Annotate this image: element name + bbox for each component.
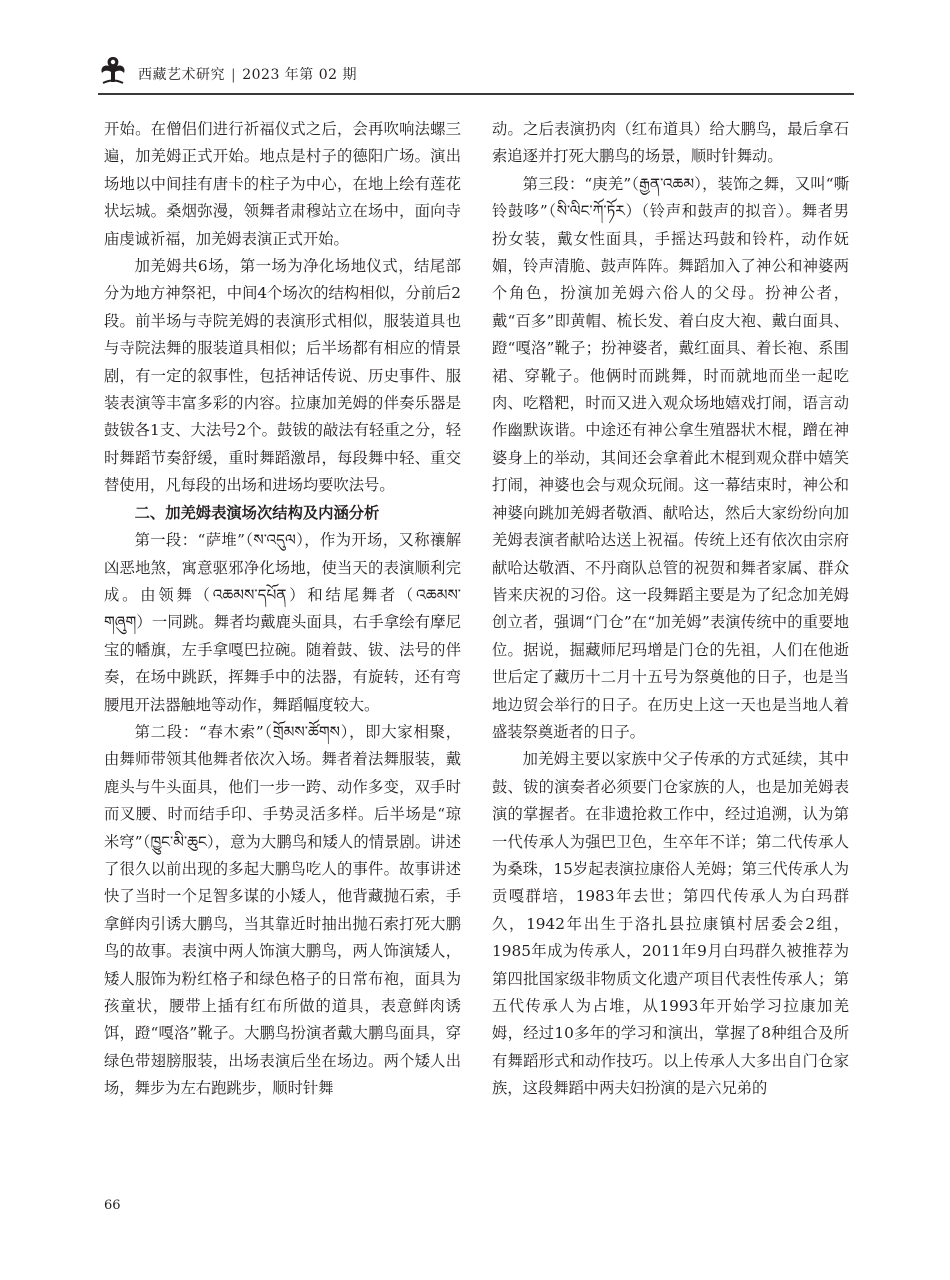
page-number: 66 — [104, 1198, 121, 1213]
paragraph: 加羌姆主要以家族中父子传承的方式延续，其中鼓、钹的演奏者必须要门仓家族的人，也是加羌姆表演的掌握者。在非遗抢救工作中，经过追溯，认为第一代传承人为强巴卫色，生卒年不详；第二代传承人为桑珠，15岁起表演拉康俗人羌姆；第三代传承人为贡嘎群培，1983年去世；第四代传承人为白玛群久，1942年出生于洛扎县拉康镇村居委会2组，1985年成为传承人，2011年9月白玛群久被推荐为第四批国家级非物质文化遗产项目代表性传承人；第五代传承人为占堆，从1993年开始学习拉康加羌姆，经过10多年的学习和演出，掌握了8种组合及所有舞蹈形式和动作技巧。以上传承人大多出自门仓家族，这段舞蹈中两夫妇扮演的是六兄弟的 — [492, 750, 849, 1098]
section-heading: 二、加羌姆表演场次结构及内涵分析 — [134, 503, 380, 522]
running-header — [98, 54, 858, 90]
paragraph: 开始。在僧侣们进行祈福仪式之后，会再吹响法螺三遍，加羌姆正式开始。地点是村子的德阳广场。演出场地以中间挂有唐卡的柱子为中心，在地上绘有莲花状坛城。桑烟弥漫，领舞者肃穆站立在场中，面向寺庙虔诚祈福，加羌姆表演正式开始。 — [104, 120, 461, 248]
paragraph: 动。之后表演扔肉（红布道具）给大鹏鸟，最后拿石索追逐并打死大鹏鸟的场景，顺时针舞动。 — [492, 120, 849, 166]
issue-label: 2023 年第 02 期 — [242, 67, 358, 83]
paragraph: 加羌姆共6场，第一场为净化场地仪式，结尾部分为地方神祭祀，中间4个场次的结构相似，分前后2段。前半场与寺院羌姆的表演形式相似，服装道具也与寺院法舞的服装道具相似；后半场都有相应的情景剧，有一定的叙事性，包括神话传说、历史事件、服装表演等丰富多彩的内容。拉康加羌姆的伴奏乐器是鼓钹各1支、大法号2个。鼓钹的敲法有轻重之分，轻时舞蹈节奏舒缓，重时舞蹈激昂，每段舞中轻、重交替使用，凡每段的出场和进场均要吹法号。 — [104, 257, 461, 495]
paragraph: 第二段：“春木索”（གྲོམས་ཚོགས），即大家相聚，由舞师带领其他舞者依次入场。舞者着法舞服装，戴鹿头与牛头面具，他们一步一跨、动作多变，双手时而叉腰、时而结手印、手势灵活多样。后半场是“琼米穹”（ཁྱུང་མི་ཆུང），意为大鹏鸟和矮人的情景剧。讲述了很久以前出现的多起大鹏鸟吃人的事件。故事讲述快了当时一个足智多谋的小矮人，他背藏抛石索，手拿鲜肉引诱大鹏鸟，当其靠近时抽出抛石索打死大鹏鸟的故事。表演中两人饰演大鹏鸟，两人饰演矮人，矮人服饰为粉红格子和绿色格子的日常布袍，面具为孩童状，腰带上插有红布所做的道具，表意鲜肉诱饵，蹬“嘎洛”靴子。大鹏鸟扮演者戴大鹏鸟面具，穿绿色带翅膀服装，出场表演后坐在场边。两个矮人出场，舞步为左右跑跳步，顺时针舞 — [104, 722, 461, 1098]
journal-title — [138, 64, 357, 84]
header-separator: | — [231, 67, 237, 83]
journal-name: 西藏艺术研究 — [138, 67, 225, 83]
paragraph: 第一段：“萨堆”（ས་འདུལ），作为开场，又称禳解凶恶地煞，寓意驱邪净化场地，使当天的表演顺利完成。由领舞（འཆམས་དཔོན）和结尾舞者（འཆམས་གཞུག）一同跳。舞者均戴鹿头面具，右手拿绘有摩尼宝的幡旗，左手拿嘎巴拉碗。随着鼓、钹、法号的伴奏，在场中跳跃，挥舞手中的法器，有旋转，还有弯腰甩开法器触地等动作，舞蹈幅度较大。 — [104, 531, 461, 714]
journal-logo-icon — [98, 54, 128, 86]
header-rule — [98, 93, 854, 95]
right-column — [492, 116, 849, 1103]
left-column — [104, 116, 461, 1103]
paragraph: 第三段：“庚羌”（རྒྱན་འཆམ），装饰之舞，又叫“嘶铃鼓哆”（སི་ལིང་ཀོ་ཏོར）（铃声和鼓声的拟音）。舞者男扮女装，戴女性面具，手摇达玛鼓和铃杵，动作妩媚，铃声清脆、鼓声阵阵。舞蹈加入了神公和神婆两个角色，扮演加羌姆六俗人的父母。扮神公者，戴“百多”即黄帽、梳长发、着白皮大袍、戴白面具、蹬“嘎洛”靴子；扮神婆者，戴红面具、着长袍、系围裙、穿靴子。他俩时而跳舞，时而就地而坐一起吃肉、吃糌粑，时而又进入观众场地嬉戏打闹，语言动作幽默诙谐。中途还有神公拿生殖器状木棍，蹭在神婆身上的举动，其间还会拿着此木棍到观众群中嬉笑打闹，神婆也会与观众玩闹。这一幕结束时，神公和神婆向跳加羌姆者敬酒、献哈达，然后大家纷纷向加羌姆表演者献哈达送上祝福。传统上还有依次由宗府献哈达敬酒、不丹商队总管的祝贺和舞者家属、群众皆来庆祝的习俗。这一段舞蹈主要是为了纪念加羌姆创立者，强调“门仓”在“加羌姆”表演传统中的重要地位。据说，掘藏师尼玛增是门仓的先祖，人们在他逝世后定了藏历十二月十五号为祭奠他的日子，也是当地边贸会举行的日子。在历史上这一天也是当地人着盛装祭奠逝者的日子。 — [492, 174, 849, 741]
